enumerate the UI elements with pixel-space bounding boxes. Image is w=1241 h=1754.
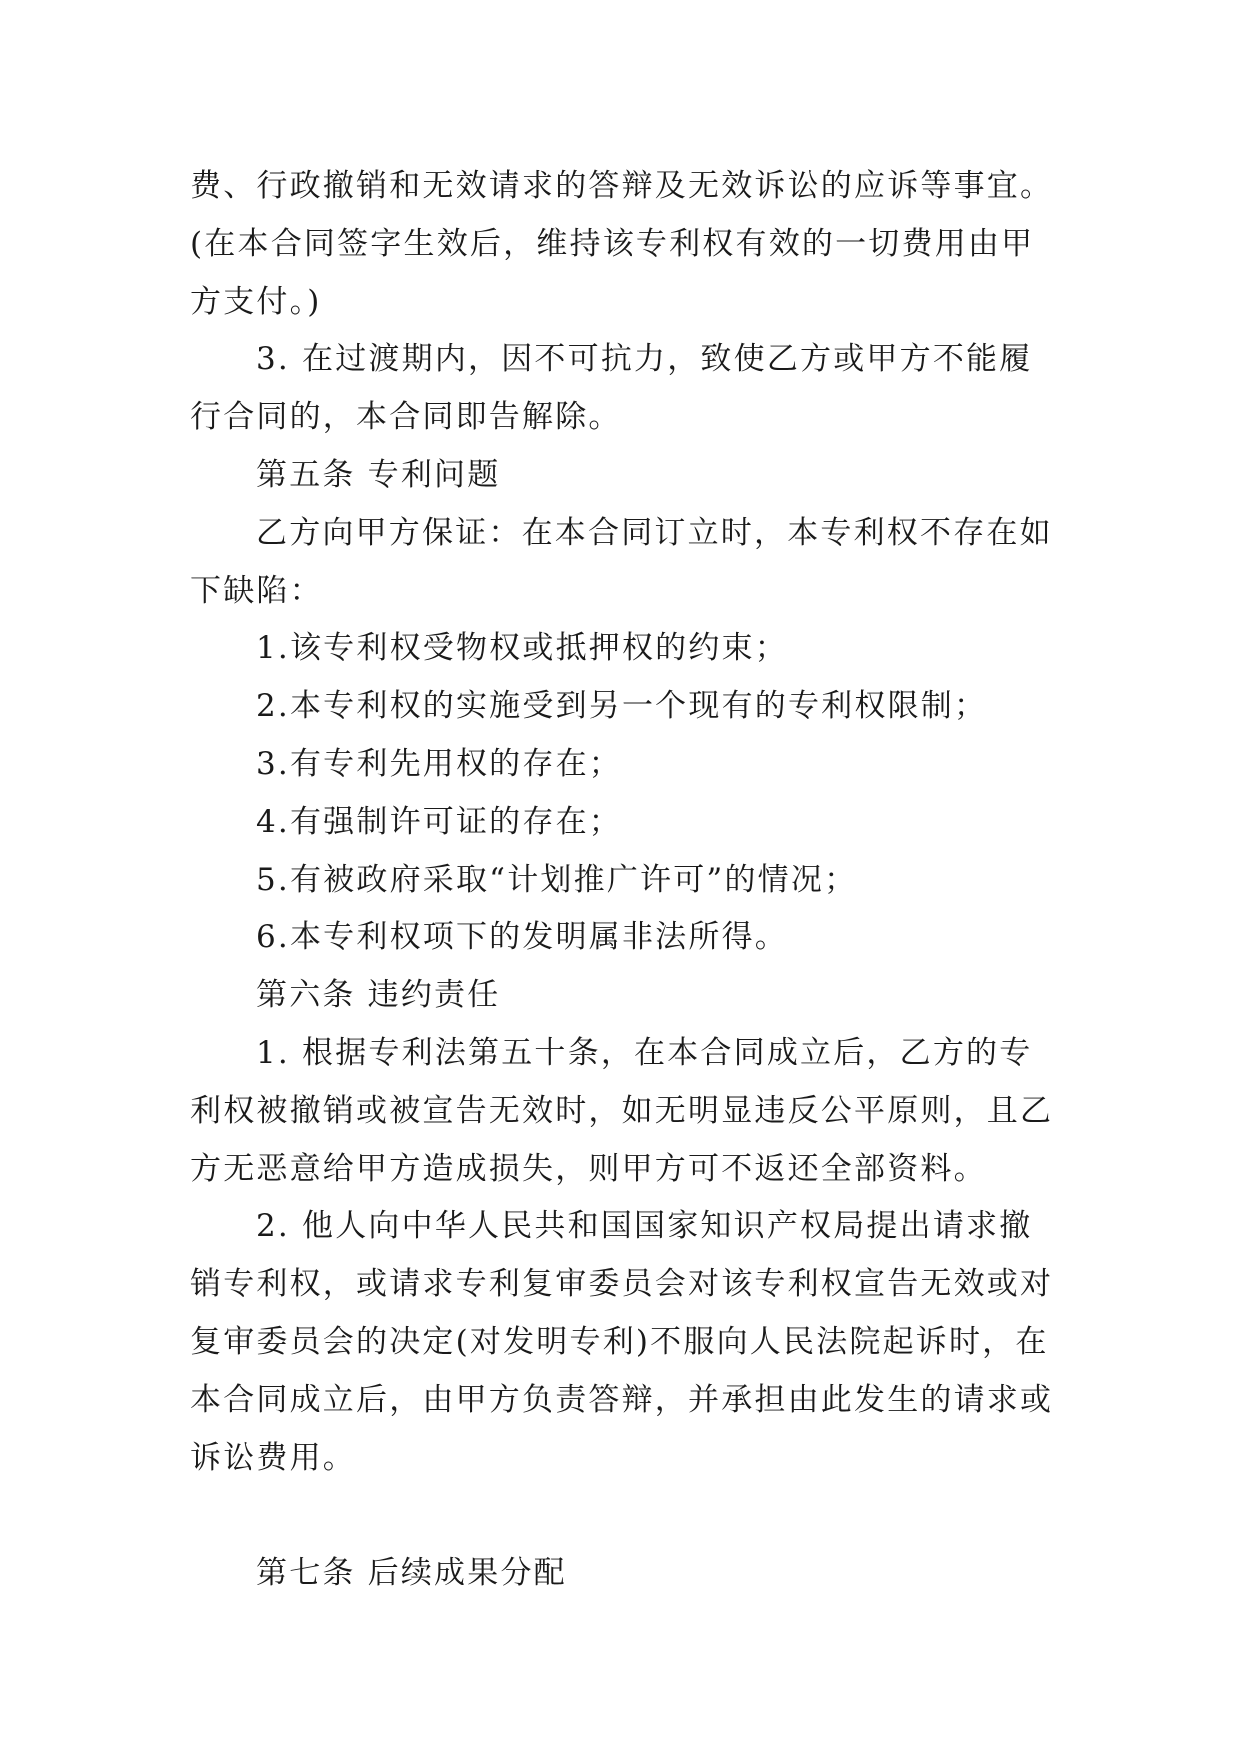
list-item: 3.有专利先用权的存在；	[256, 745, 622, 782]
document-body	[190, 158, 1060, 1603]
text-line: 销专利权，或请求专利复审委员会对该专利权宣告无效或对	[190, 1266, 1054, 1303]
list-item: 6.本专利权项下的发明属非法所得。	[256, 919, 788, 956]
text-line: (在本合同签字生效后，维持该专利权有效的一切费用由甲	[190, 225, 1035, 262]
text-line: 诉讼费用。	[190, 1439, 356, 1476]
section-heading: 第七条 后续成果分配	[256, 1555, 567, 1592]
text-line: 本合同成立后，由甲方负责答辩，并承担由此发生的请求或	[190, 1381, 1054, 1418]
list-item: 4.有强制许可证的存在；	[256, 803, 622, 840]
text-line: 1. 根据专利法第五十条，在本合同成立后，乙方的专	[256, 1034, 1033, 1071]
text-line: 乙方向甲方保证：在本合同订立时，本专利权不存在如	[256, 514, 1053, 551]
text-line: 方无恶意给甲方造成损失，则甲方可不返还全部资料。	[190, 1150, 987, 1187]
section-heading: 第五条 专利问题	[256, 456, 501, 493]
text-line: 行合同的，本合同即告解除。	[190, 399, 622, 436]
text-line: 复审委员会的决定(对发明专利)不服向人民法院起诉时，在	[190, 1323, 1049, 1360]
list-item: 2.本专利权的实施受到另一个现有的专利权限制；	[256, 688, 988, 725]
list-item: 5.有被政府采取“计划推广许可”的情况；	[256, 861, 858, 898]
section-heading: 第六条 违约责任	[256, 977, 501, 1014]
text-line: 下缺陷：	[190, 572, 323, 609]
text-line: 2. 他人向中华人民共和国国家知识产权局提出请求撤	[256, 1208, 1033, 1245]
list-item: 1.该专利权受物权或抵押权的约束；	[256, 630, 788, 667]
text-line: 利权被撤销或被宣告无效时，如无明显违反公平原则，且乙	[190, 1092, 1054, 1129]
blank-line	[190, 1487, 1060, 1545]
text-line: 3. 在过渡期内，因不可抗力，致使乙方或甲方不能履	[256, 341, 1033, 378]
text-line: 费、行政撤销和无效请求的答辩及无效诉讼的应诉等事宜。	[190, 168, 1054, 204]
text-line: 方支付。)	[190, 283, 322, 320]
